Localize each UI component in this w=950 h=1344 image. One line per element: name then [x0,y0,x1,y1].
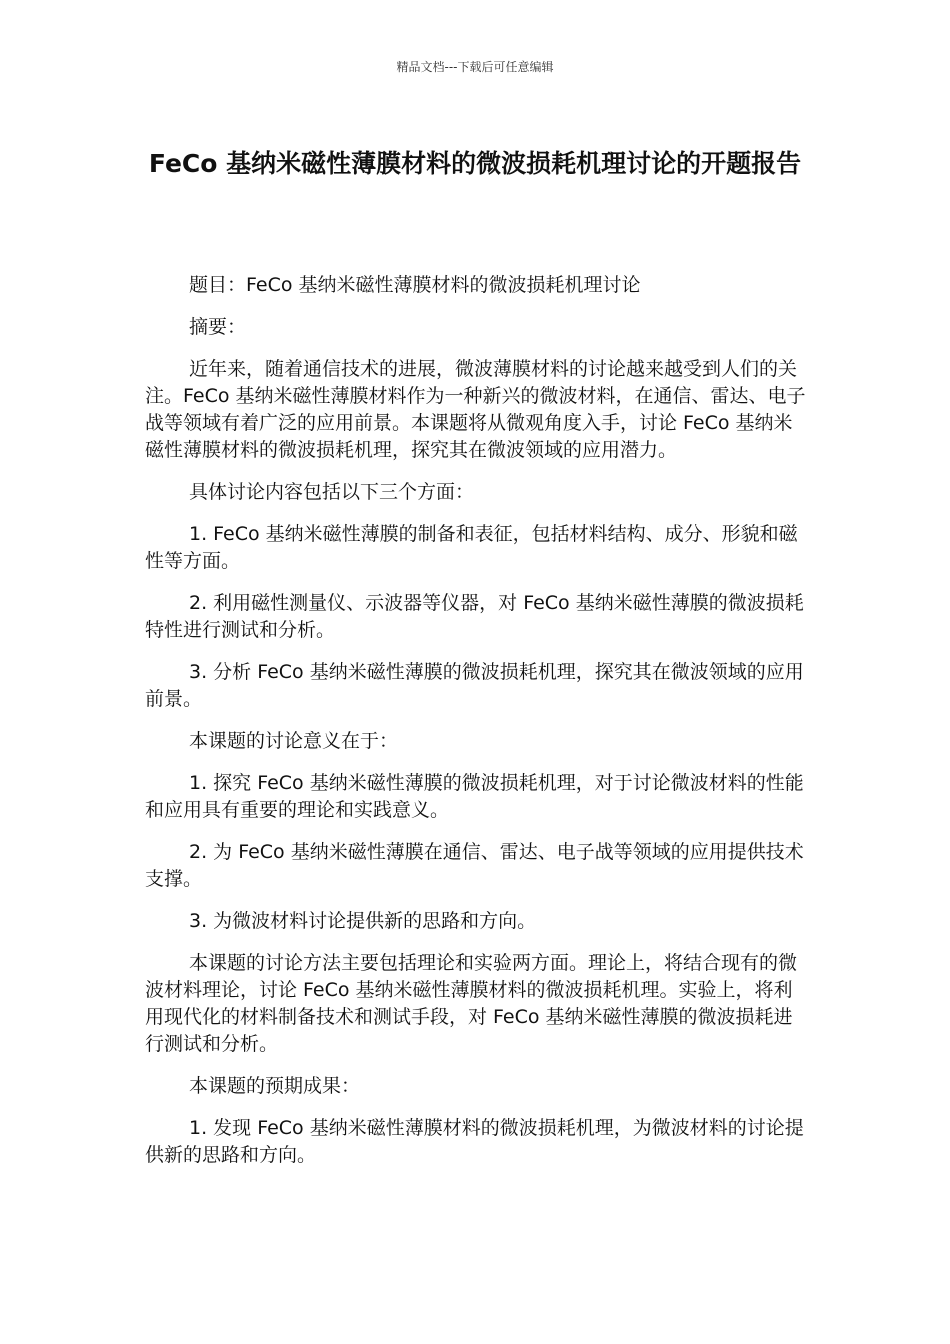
paragraph-significance-item-2: 2. 为 FeCo 基纳米磁性薄膜在通信、雷达、电子战等领域的应用提供技术支撑。 [145,841,804,890]
paragraph-outcomes-heading: 本课题的预期成果： [189,1075,361,1097]
paragraph-content-item-2: 2. 利用磁性测量仪、示波器等仪器，对 FeCo 基纳米磁性薄膜的微波损耗特性进行测试和分析。 [145,592,804,641]
paragraph-significance-item-3: 3. 为微波材料讨论提供新的思路和方向。 [189,910,537,932]
paragraph-methods: 本课题的讨论方法主要包括理论和实验两方面。理论上，将结合现有的微波材料理论，讨论 FeCo 基纳米磁性薄膜材料的微波损耗机理。实验上，将利用现代化的材料制备技术和测试手段，对 FeCo 基纳米磁性薄膜的微波损耗进行测试和分析。 [145,952,798,1055]
paragraph-significance-heading: 本课题的讨论意义在于： [189,730,399,752]
paragraph-outcomes-item-1: 1. 发现 FeCo 基纳米磁性薄膜材料的微波损耗机理，为微波材料的讨论提供新的思路和方向。 [145,1117,804,1166]
paragraph-intro: 近年来，随着通信技术的进展，微波薄膜材料的讨论越来越受到人们的关注。FeCo 基纳米磁性薄膜材料作为一种新兴的微波材料，在通信、雷达、电子战等领域有着广泛的应用前景。本课题将从微观角度入手，讨论 FeCo 基纳米磁性薄膜材料的微波损耗机理，探究其在微波领域的应用潜力。 [145,358,806,461]
paragraph-topic: 题目：FeCo 基纳米磁性薄膜材料的微波损耗机理讨论 [189,274,641,296]
paragraph-significance-item-1: 1. 探究 FeCo 基纳米磁性薄膜的微波损耗机理，对于讨论微波材料的性能和应用具有重要的理论和实践意义。 [145,772,804,821]
header-note: 精品文档---下载后可任意编辑 [396,60,554,74]
paragraph-abstract-label: 摘要： [189,316,247,338]
paragraph-content-item-3: 3. 分析 FeCo 基纳米磁性薄膜的微波损耗机理，探究其在微波领域的应用前景。 [145,661,804,710]
document-body [145,272,810,1184]
paragraph-content-item-1: 1. FeCo 基纳米磁性薄膜的制备和表征，包括材料结构、成分、形貌和磁性等方面。 [145,523,798,572]
document-title: FeCo 基纳米磁性薄膜材料的微波损耗机理讨论的开题报告 [148,149,802,178]
paragraph-content-heading: 具体讨论内容包括以下三个方面： [189,481,475,503]
